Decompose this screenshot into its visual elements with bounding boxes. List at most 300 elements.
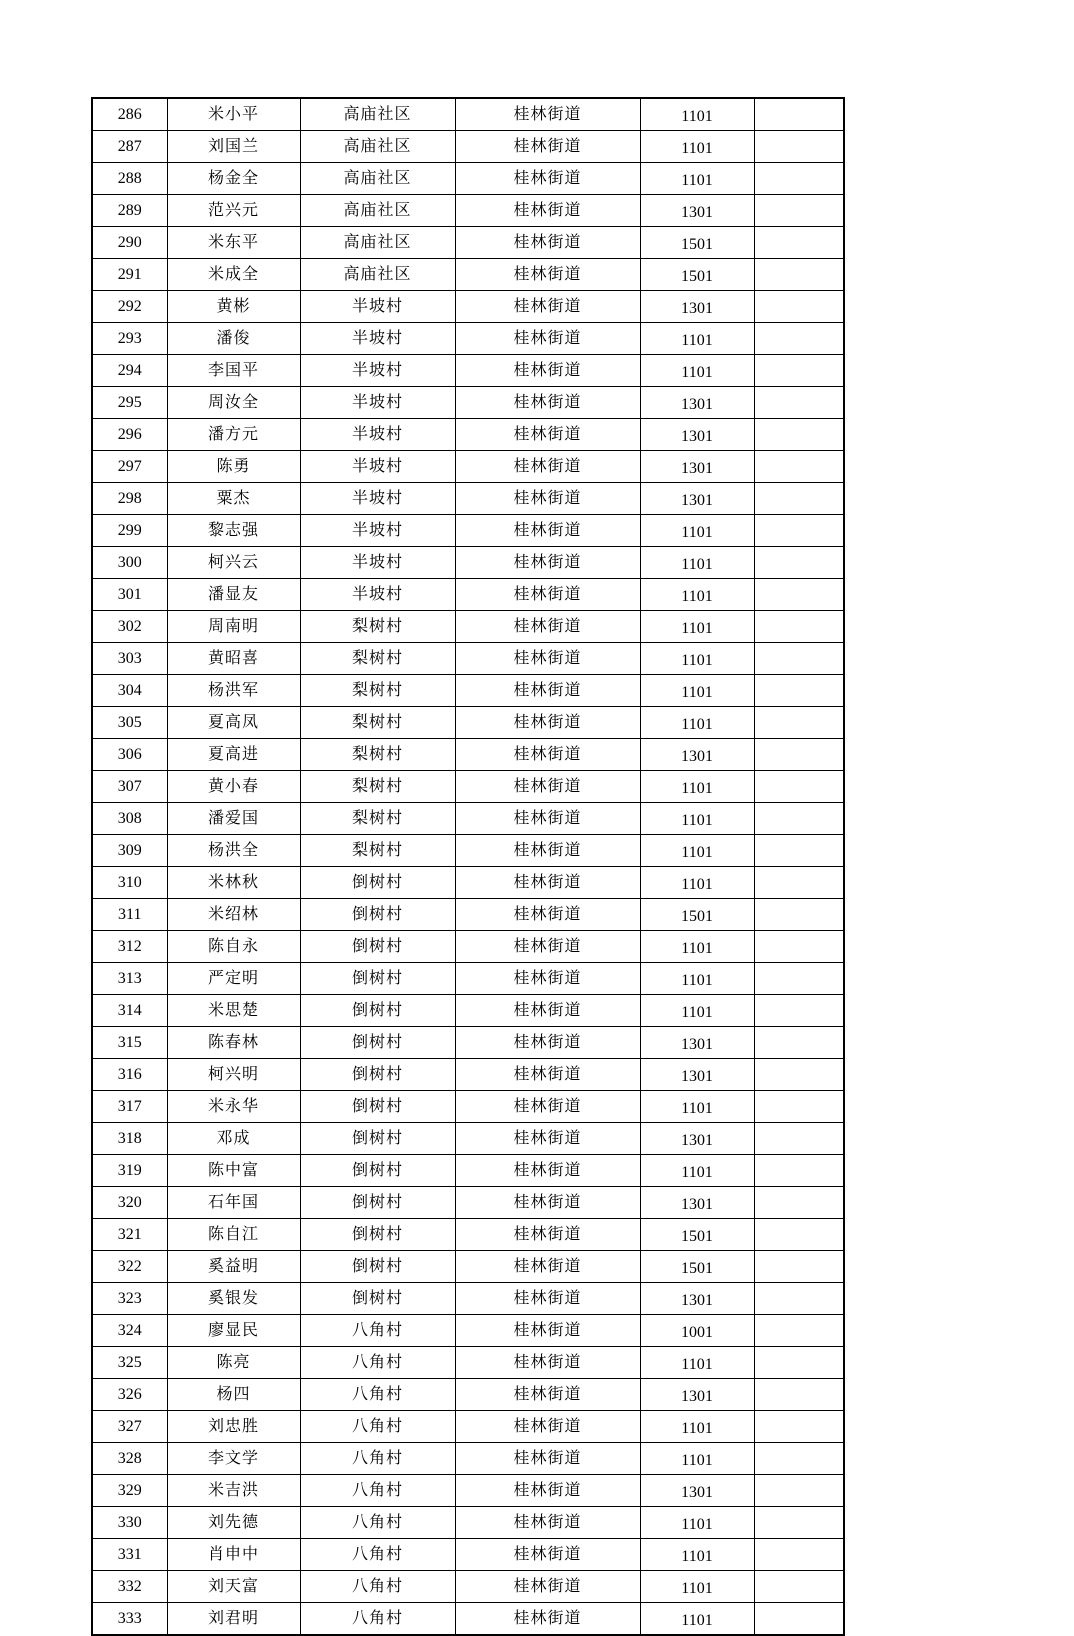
name-cell: 粟杰 bbox=[167, 483, 300, 515]
code-cell: 1301 bbox=[640, 387, 754, 419]
table-row bbox=[92, 963, 844, 995]
remark-cell bbox=[754, 1251, 844, 1283]
remark-cell bbox=[754, 1443, 844, 1475]
name-cell: 潘方元 bbox=[167, 419, 300, 451]
code-cell: 1301 bbox=[640, 1027, 754, 1059]
remark-cell bbox=[754, 1379, 844, 1411]
name-cell: 范兴元 bbox=[167, 195, 300, 227]
village-cell: 八角村 bbox=[300, 1411, 455, 1443]
name-cell: 周汝全 bbox=[167, 387, 300, 419]
row-number-cell: 286 bbox=[92, 98, 167, 131]
code-cell: 1101 bbox=[640, 963, 754, 995]
code-cell: 1301 bbox=[640, 1059, 754, 1091]
village-cell: 八角村 bbox=[300, 1475, 455, 1507]
name-cell: 肖申中 bbox=[167, 1539, 300, 1571]
name-cell: 陈自永 bbox=[167, 931, 300, 963]
table-row bbox=[92, 1379, 844, 1411]
remark-cell bbox=[754, 515, 844, 547]
village-cell: 高庙社区 bbox=[300, 98, 455, 131]
row-number-cell: 307 bbox=[92, 771, 167, 803]
row-number-cell: 326 bbox=[92, 1379, 167, 1411]
village-cell: 倒树村 bbox=[300, 1059, 455, 1091]
row-number-cell: 317 bbox=[92, 1091, 167, 1123]
code-cell: 1301 bbox=[640, 291, 754, 323]
subdistrict-cell: 桂林街道 bbox=[455, 1603, 640, 1636]
subdistrict-cell: 桂林街道 bbox=[455, 1571, 640, 1603]
name-cell: 米林秋 bbox=[167, 867, 300, 899]
remark-cell bbox=[754, 1475, 844, 1507]
subdistrict-cell: 桂林街道 bbox=[455, 931, 640, 963]
remark-cell bbox=[754, 1411, 844, 1443]
remark-cell bbox=[754, 899, 844, 931]
row-number-cell: 312 bbox=[92, 931, 167, 963]
village-cell: 倒树村 bbox=[300, 931, 455, 963]
code-cell: 1501 bbox=[640, 227, 754, 259]
village-cell: 梨树村 bbox=[300, 835, 455, 867]
code-cell: 1101 bbox=[640, 643, 754, 675]
subdistrict-cell: 桂林街道 bbox=[455, 1187, 640, 1219]
village-cell: 倒树村 bbox=[300, 995, 455, 1027]
code-cell: 1101 bbox=[640, 1347, 754, 1379]
name-cell: 石年国 bbox=[167, 1187, 300, 1219]
name-cell: 杨洪全 bbox=[167, 835, 300, 867]
row-number-cell: 327 bbox=[92, 1411, 167, 1443]
name-cell: 柯兴明 bbox=[167, 1059, 300, 1091]
subdistrict-cell: 桂林街道 bbox=[455, 867, 640, 899]
table-row bbox=[92, 1539, 844, 1571]
name-cell: 米思楚 bbox=[167, 995, 300, 1027]
code-cell: 1101 bbox=[640, 131, 754, 163]
subdistrict-cell: 桂林街道 bbox=[455, 707, 640, 739]
name-cell: 奚银发 bbox=[167, 1283, 300, 1315]
subdistrict-cell: 桂林街道 bbox=[455, 963, 640, 995]
row-number-cell: 294 bbox=[92, 355, 167, 387]
subdistrict-cell: 桂林街道 bbox=[455, 1091, 640, 1123]
row-number-cell: 293 bbox=[92, 323, 167, 355]
subdistrict-cell: 桂林街道 bbox=[455, 1123, 640, 1155]
table-row bbox=[92, 1155, 844, 1187]
village-cell: 高庙社区 bbox=[300, 227, 455, 259]
code-cell: 1101 bbox=[640, 1443, 754, 1475]
subdistrict-cell: 桂林街道 bbox=[455, 1251, 640, 1283]
remark-cell bbox=[754, 1315, 844, 1347]
row-number-cell: 321 bbox=[92, 1219, 167, 1251]
name-cell: 刘国兰 bbox=[167, 131, 300, 163]
code-cell: 1101 bbox=[640, 1571, 754, 1603]
name-cell: 夏高进 bbox=[167, 739, 300, 771]
subdistrict-cell: 桂林街道 bbox=[455, 803, 640, 835]
row-number-cell: 290 bbox=[92, 227, 167, 259]
row-number-cell: 324 bbox=[92, 1315, 167, 1347]
code-cell: 1101 bbox=[640, 771, 754, 803]
name-cell: 刘忠胜 bbox=[167, 1411, 300, 1443]
code-cell: 1101 bbox=[640, 931, 754, 963]
row-number-cell: 331 bbox=[92, 1539, 167, 1571]
name-cell: 潘显友 bbox=[167, 579, 300, 611]
name-cell: 米东平 bbox=[167, 227, 300, 259]
village-cell: 半坡村 bbox=[300, 323, 455, 355]
subdistrict-cell: 桂林街道 bbox=[455, 1411, 640, 1443]
subdistrict-cell: 桂林街道 bbox=[455, 1283, 640, 1315]
row-number-cell: 311 bbox=[92, 899, 167, 931]
remark-cell bbox=[754, 451, 844, 483]
row-number-cell: 310 bbox=[92, 867, 167, 899]
table-row bbox=[92, 98, 844, 131]
remark-cell bbox=[754, 867, 844, 899]
table-row bbox=[92, 291, 844, 323]
table-row bbox=[92, 1347, 844, 1379]
name-cell: 陈自江 bbox=[167, 1219, 300, 1251]
row-number-cell: 329 bbox=[92, 1475, 167, 1507]
name-cell: 李国平 bbox=[167, 355, 300, 387]
table-row bbox=[92, 1571, 844, 1603]
table-row bbox=[92, 1283, 844, 1315]
table-row bbox=[92, 1123, 844, 1155]
subdistrict-cell: 桂林街道 bbox=[455, 835, 640, 867]
name-cell: 奚益明 bbox=[167, 1251, 300, 1283]
remark-cell bbox=[754, 1059, 844, 1091]
row-number-cell: 289 bbox=[92, 195, 167, 227]
subdistrict-cell: 桂林街道 bbox=[455, 643, 640, 675]
code-cell: 1101 bbox=[640, 1507, 754, 1539]
village-cell: 八角村 bbox=[300, 1571, 455, 1603]
row-number-cell: 332 bbox=[92, 1571, 167, 1603]
remark-cell bbox=[754, 1027, 844, 1059]
table-row bbox=[92, 355, 844, 387]
code-cell: 1101 bbox=[640, 98, 754, 131]
row-number-cell: 295 bbox=[92, 387, 167, 419]
row-number-cell: 296 bbox=[92, 419, 167, 451]
name-cell: 潘俊 bbox=[167, 323, 300, 355]
table-row bbox=[92, 1251, 844, 1283]
remark-cell bbox=[754, 98, 844, 131]
subdistrict-cell: 桂林街道 bbox=[455, 291, 640, 323]
name-cell: 杨四 bbox=[167, 1379, 300, 1411]
code-cell: 1301 bbox=[640, 195, 754, 227]
village-cell: 八角村 bbox=[300, 1507, 455, 1539]
code-cell: 1101 bbox=[640, 1155, 754, 1187]
table-row bbox=[92, 227, 844, 259]
subdistrict-cell: 桂林街道 bbox=[455, 419, 640, 451]
village-cell: 高庙社区 bbox=[300, 131, 455, 163]
village-cell: 半坡村 bbox=[300, 547, 455, 579]
village-cell: 梨树村 bbox=[300, 771, 455, 803]
row-number-cell: 305 bbox=[92, 707, 167, 739]
table-row bbox=[92, 1187, 844, 1219]
remark-cell bbox=[754, 387, 844, 419]
code-cell: 1501 bbox=[640, 899, 754, 931]
remark-cell bbox=[754, 483, 844, 515]
subdistrict-cell: 桂林街道 bbox=[455, 483, 640, 515]
village-cell: 倒树村 bbox=[300, 1123, 455, 1155]
village-cell: 倒树村 bbox=[300, 963, 455, 995]
village-cell: 半坡村 bbox=[300, 387, 455, 419]
remark-cell bbox=[754, 707, 844, 739]
name-cell: 李文学 bbox=[167, 1443, 300, 1475]
village-cell: 高庙社区 bbox=[300, 163, 455, 195]
table-row bbox=[92, 995, 844, 1027]
row-number-cell: 313 bbox=[92, 963, 167, 995]
village-cell: 梨树村 bbox=[300, 643, 455, 675]
roster-table bbox=[91, 97, 845, 1636]
remark-cell bbox=[754, 579, 844, 611]
remark-cell bbox=[754, 931, 844, 963]
table-row bbox=[92, 451, 844, 483]
code-cell: 1301 bbox=[640, 1475, 754, 1507]
name-cell: 米永华 bbox=[167, 1091, 300, 1123]
table-row bbox=[92, 803, 844, 835]
row-number-cell: 322 bbox=[92, 1251, 167, 1283]
village-cell: 倒树村 bbox=[300, 1283, 455, 1315]
remark-cell bbox=[754, 1155, 844, 1187]
name-cell: 米吉洪 bbox=[167, 1475, 300, 1507]
table-row bbox=[92, 515, 844, 547]
subdistrict-cell: 桂林街道 bbox=[455, 579, 640, 611]
row-number-cell: 287 bbox=[92, 131, 167, 163]
subdistrict-cell: 桂林街道 bbox=[455, 1219, 640, 1251]
name-cell: 廖显民 bbox=[167, 1315, 300, 1347]
code-cell: 1301 bbox=[640, 419, 754, 451]
remark-cell bbox=[754, 995, 844, 1027]
name-cell: 陈春林 bbox=[167, 1027, 300, 1059]
village-cell: 梨树村 bbox=[300, 707, 455, 739]
remark-cell bbox=[754, 1219, 844, 1251]
subdistrict-cell: 桂林街道 bbox=[455, 355, 640, 387]
remark-cell bbox=[754, 963, 844, 995]
row-number-cell: 300 bbox=[92, 547, 167, 579]
table-row bbox=[92, 1059, 844, 1091]
village-cell: 倒树村 bbox=[300, 1251, 455, 1283]
village-cell: 八角村 bbox=[300, 1443, 455, 1475]
table-row bbox=[92, 867, 844, 899]
subdistrict-cell: 桂林街道 bbox=[455, 899, 640, 931]
name-cell: 杨金全 bbox=[167, 163, 300, 195]
remark-cell bbox=[754, 419, 844, 451]
row-number-cell: 301 bbox=[92, 579, 167, 611]
row-number-cell: 304 bbox=[92, 675, 167, 707]
table-row bbox=[92, 835, 844, 867]
village-cell: 八角村 bbox=[300, 1539, 455, 1571]
subdistrict-cell: 桂林街道 bbox=[455, 1059, 640, 1091]
table-row bbox=[92, 707, 844, 739]
subdistrict-cell: 桂林街道 bbox=[455, 995, 640, 1027]
row-number-cell: 309 bbox=[92, 835, 167, 867]
remark-cell bbox=[754, 1347, 844, 1379]
table-row bbox=[92, 1219, 844, 1251]
row-number-cell: 308 bbox=[92, 803, 167, 835]
name-cell: 刘先德 bbox=[167, 1507, 300, 1539]
remark-cell bbox=[754, 355, 844, 387]
code-cell: 1101 bbox=[640, 515, 754, 547]
subdistrict-cell: 桂林街道 bbox=[455, 1315, 640, 1347]
subdistrict-cell: 桂林街道 bbox=[455, 451, 640, 483]
village-cell: 梨树村 bbox=[300, 803, 455, 835]
village-cell: 梨树村 bbox=[300, 739, 455, 771]
roster-table-body bbox=[92, 98, 844, 1635]
remark-cell bbox=[754, 675, 844, 707]
code-cell: 1301 bbox=[640, 739, 754, 771]
remark-cell bbox=[754, 323, 844, 355]
remark-cell bbox=[754, 1507, 844, 1539]
remark-cell bbox=[754, 803, 844, 835]
subdistrict-cell: 桂林街道 bbox=[455, 259, 640, 291]
name-cell: 陈中富 bbox=[167, 1155, 300, 1187]
remark-cell bbox=[754, 643, 844, 675]
table-row bbox=[92, 387, 844, 419]
row-number-cell: 302 bbox=[92, 611, 167, 643]
code-cell: 1101 bbox=[640, 579, 754, 611]
table-row bbox=[92, 643, 844, 675]
name-cell: 黎志强 bbox=[167, 515, 300, 547]
subdistrict-cell: 桂林街道 bbox=[455, 1507, 640, 1539]
remark-cell bbox=[754, 611, 844, 643]
village-cell: 八角村 bbox=[300, 1379, 455, 1411]
name-cell: 邓成 bbox=[167, 1123, 300, 1155]
table-row bbox=[92, 579, 844, 611]
subdistrict-cell: 桂林街道 bbox=[455, 1347, 640, 1379]
remark-cell bbox=[754, 227, 844, 259]
code-cell: 1101 bbox=[640, 835, 754, 867]
remark-cell bbox=[754, 1123, 844, 1155]
name-cell: 米绍林 bbox=[167, 899, 300, 931]
table-row bbox=[92, 1027, 844, 1059]
village-cell: 半坡村 bbox=[300, 451, 455, 483]
table-row bbox=[92, 483, 844, 515]
name-cell: 杨洪军 bbox=[167, 675, 300, 707]
name-cell: 柯兴云 bbox=[167, 547, 300, 579]
row-number-cell: 314 bbox=[92, 995, 167, 1027]
name-cell: 夏高凤 bbox=[167, 707, 300, 739]
table-row bbox=[92, 163, 844, 195]
remark-cell bbox=[754, 547, 844, 579]
code-cell: 1101 bbox=[640, 355, 754, 387]
subdistrict-cell: 桂林街道 bbox=[455, 131, 640, 163]
name-cell: 陈亮 bbox=[167, 1347, 300, 1379]
code-cell: 1101 bbox=[640, 1091, 754, 1123]
table-row bbox=[92, 675, 844, 707]
code-cell: 1101 bbox=[640, 163, 754, 195]
remark-cell bbox=[754, 835, 844, 867]
name-cell: 潘爱国 bbox=[167, 803, 300, 835]
code-cell: 1301 bbox=[640, 1187, 754, 1219]
remark-cell bbox=[754, 1187, 844, 1219]
village-cell: 倒树村 bbox=[300, 867, 455, 899]
subdistrict-cell: 桂林街道 bbox=[455, 1027, 640, 1059]
row-number-cell: 323 bbox=[92, 1283, 167, 1315]
code-cell: 1301 bbox=[640, 1283, 754, 1315]
remark-cell bbox=[754, 131, 844, 163]
table-row bbox=[92, 899, 844, 931]
row-number-cell: 291 bbox=[92, 259, 167, 291]
table-row bbox=[92, 1475, 844, 1507]
village-cell: 半坡村 bbox=[300, 579, 455, 611]
subdistrict-cell: 桂林街道 bbox=[455, 771, 640, 803]
code-cell: 1101 bbox=[640, 867, 754, 899]
subdistrict-cell: 桂林街道 bbox=[455, 1475, 640, 1507]
village-cell: 八角村 bbox=[300, 1603, 455, 1636]
name-cell: 刘君明 bbox=[167, 1603, 300, 1636]
village-cell: 倒树村 bbox=[300, 899, 455, 931]
code-cell: 1501 bbox=[640, 259, 754, 291]
table-row bbox=[92, 195, 844, 227]
table-row bbox=[92, 131, 844, 163]
code-cell: 1101 bbox=[640, 611, 754, 643]
subdistrict-cell: 桂林街道 bbox=[455, 1539, 640, 1571]
village-cell: 倒树村 bbox=[300, 1187, 455, 1219]
table-row bbox=[92, 931, 844, 963]
code-cell: 1101 bbox=[640, 547, 754, 579]
code-cell: 1101 bbox=[640, 1411, 754, 1443]
name-cell: 周南明 bbox=[167, 611, 300, 643]
remark-cell bbox=[754, 1539, 844, 1571]
village-cell: 高庙社区 bbox=[300, 195, 455, 227]
name-cell: 刘天富 bbox=[167, 1571, 300, 1603]
subdistrict-cell: 桂林街道 bbox=[455, 1155, 640, 1187]
remark-cell bbox=[754, 1283, 844, 1315]
village-cell: 半坡村 bbox=[300, 291, 455, 323]
subdistrict-cell: 桂林街道 bbox=[455, 547, 640, 579]
remark-cell bbox=[754, 1603, 844, 1636]
code-cell: 1301 bbox=[640, 483, 754, 515]
name-cell: 陈勇 bbox=[167, 451, 300, 483]
code-cell: 1501 bbox=[640, 1251, 754, 1283]
subdistrict-cell: 桂林街道 bbox=[455, 515, 640, 547]
row-number-cell: 288 bbox=[92, 163, 167, 195]
code-cell: 1301 bbox=[640, 1123, 754, 1155]
village-cell: 八角村 bbox=[300, 1347, 455, 1379]
row-number-cell: 319 bbox=[92, 1155, 167, 1187]
row-number-cell: 315 bbox=[92, 1027, 167, 1059]
subdistrict-cell: 桂林街道 bbox=[455, 1379, 640, 1411]
village-cell: 高庙社区 bbox=[300, 259, 455, 291]
name-cell: 米成全 bbox=[167, 259, 300, 291]
row-number-cell: 297 bbox=[92, 451, 167, 483]
subdistrict-cell: 桂林街道 bbox=[455, 739, 640, 771]
remark-cell bbox=[754, 1571, 844, 1603]
name-cell: 黄彬 bbox=[167, 291, 300, 323]
village-cell: 倒树村 bbox=[300, 1155, 455, 1187]
table-row bbox=[92, 1411, 844, 1443]
code-cell: 1101 bbox=[640, 1539, 754, 1571]
table-row bbox=[92, 1315, 844, 1347]
row-number-cell: 306 bbox=[92, 739, 167, 771]
remark-cell bbox=[754, 259, 844, 291]
table-row bbox=[92, 259, 844, 291]
row-number-cell: 333 bbox=[92, 1603, 167, 1636]
row-number-cell: 303 bbox=[92, 643, 167, 675]
row-number-cell: 328 bbox=[92, 1443, 167, 1475]
subdistrict-cell: 桂林街道 bbox=[455, 323, 640, 355]
village-cell: 半坡村 bbox=[300, 483, 455, 515]
subdistrict-cell: 桂林街道 bbox=[455, 387, 640, 419]
code-cell: 1101 bbox=[640, 675, 754, 707]
table-row bbox=[92, 547, 844, 579]
row-number-cell: 316 bbox=[92, 1059, 167, 1091]
village-cell: 倒树村 bbox=[300, 1219, 455, 1251]
table-row bbox=[92, 1443, 844, 1475]
village-cell: 倒树村 bbox=[300, 1027, 455, 1059]
subdistrict-cell: 桂林街道 bbox=[455, 163, 640, 195]
name-cell: 黄昭喜 bbox=[167, 643, 300, 675]
village-cell: 半坡村 bbox=[300, 355, 455, 387]
remark-cell bbox=[754, 739, 844, 771]
remark-cell bbox=[754, 195, 844, 227]
remark-cell bbox=[754, 771, 844, 803]
code-cell: 1501 bbox=[640, 1219, 754, 1251]
row-number-cell: 320 bbox=[92, 1187, 167, 1219]
village-cell: 半坡村 bbox=[300, 419, 455, 451]
table-row bbox=[92, 1091, 844, 1123]
